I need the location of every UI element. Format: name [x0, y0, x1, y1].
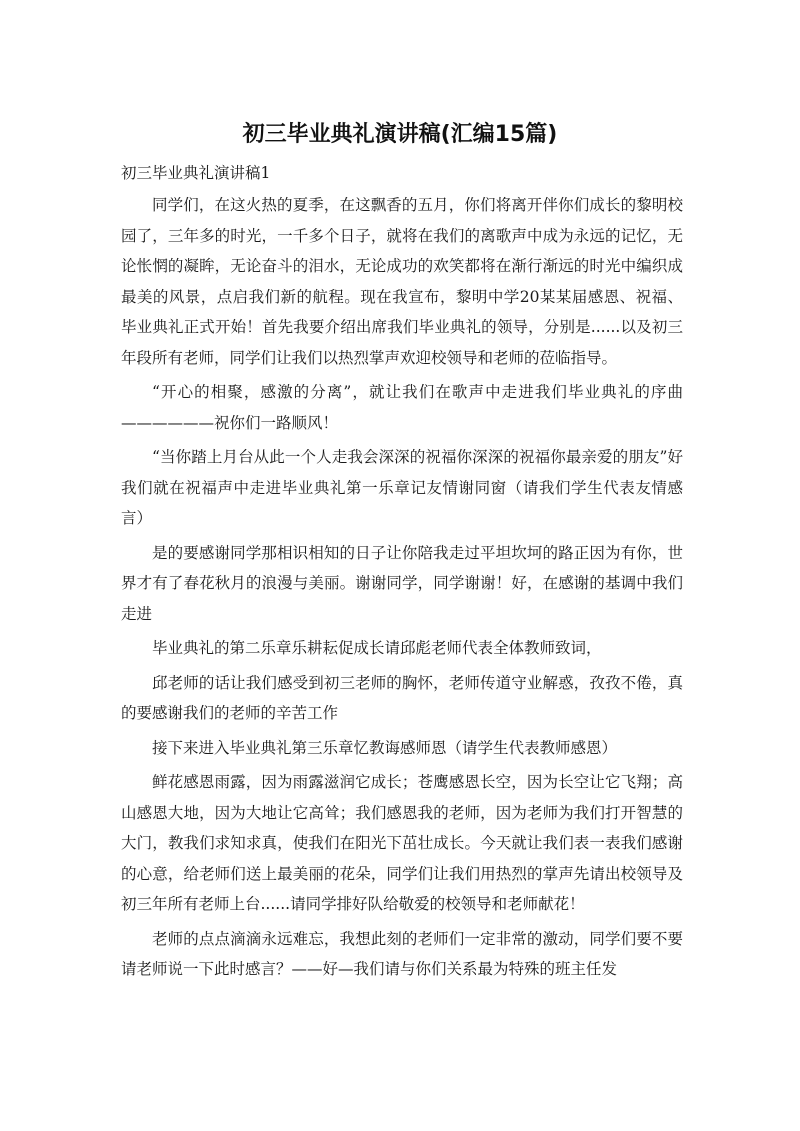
paragraph-closing: 老师的点点滴滴永远难忘，我想此刻的老师们一定非常的激动，同学们要不要请老师说一下此时感言？——好—我们请与你们关系最为特殊的班主任发: [121, 929, 683, 978]
section-heading: 初三毕业典礼演讲稿1: [121, 164, 271, 182]
paragraph-prelude: “开心的相聚，感激的分离”，就让我们在歌声中走进我们毕业典礼的序曲——————祝你们一路顺风！: [121, 383, 683, 432]
paragraph-opening: 同学们，在这火热的夏季，在这飘香的五月，你们将离开伴你们成长的黎明校园了，三年多的时光，一千多个日子，就将在我们的离歌声中成为永远的记忆，无论怅惘的凝眸，无论奋斗的泪水，无论成功的欢笑都将在渐行渐远的时光中编织成最美的风景，点启我们新的航程。现在我宣布，黎明中学20某某届感恩、祝福、毕业典礼正式开始！首先我要介绍出席我们毕业典礼的领导，分别是......以及初三年段所有老师，同学们让我们以热烈掌声欢迎校领导和老师的莅临指导。: [121, 196, 683, 367]
document-body: [121, 190, 683, 989]
paragraph-second-movement: 毕业典礼的第二乐章乐耕耘促成长请邱彪老师代表全体教师致词，: [152, 639, 602, 657]
document-title: 初三毕业典礼演讲稿(汇编15篇): [242, 122, 558, 147]
paragraph-thanks-classmates: 是的要感谢同学那相识相知的日子让你陪我走过平坦坎坷的路正因为有你，世界才有了春花秋月的浪漫与美丽。谢谢同学，同学谢谢！好，在感谢的基调中我们走进: [121, 543, 683, 623]
paragraph-gratitude: 鲜花感恩雨露，因为雨露滋润它成长；苍鹰感恩长空，因为长空让它飞翔；高山感恩大地，因为大地让它高耸；我们感恩我的老师，因为老师为我们打开智慧的大门，教我们求知求真，使我们在阳光下茁壮成长。今天就让我们表一表我们感谢的心意，给老师们送上最美丽的花朵，同学们让我们用热烈的掌声先请出校领导及初三年所有老师上台......请同学排好队给敬爱的校领导和老师献花！: [121, 773, 683, 913]
paragraph-first-movement: “当你踏上月台从此一个人走我会深深的祝福你深深的祝福你最亲爱的朋友”好我们就在祝福声中走进毕业典礼第一乐章记友情谢同窗（请我们学生代表友情感言）: [121, 448, 683, 527]
paragraph-teacher-speech: 邱老师的话让我们感受到初三老师的胸怀，老师传道守业解惑，孜孜不倦，真的要感谢我们的老师的辛苦工作: [121, 673, 683, 722]
paragraph-third-movement: 接下来进入毕业典礼第三乐章忆教诲感师恩（请学生代表教师感恩）: [152, 738, 618, 757]
